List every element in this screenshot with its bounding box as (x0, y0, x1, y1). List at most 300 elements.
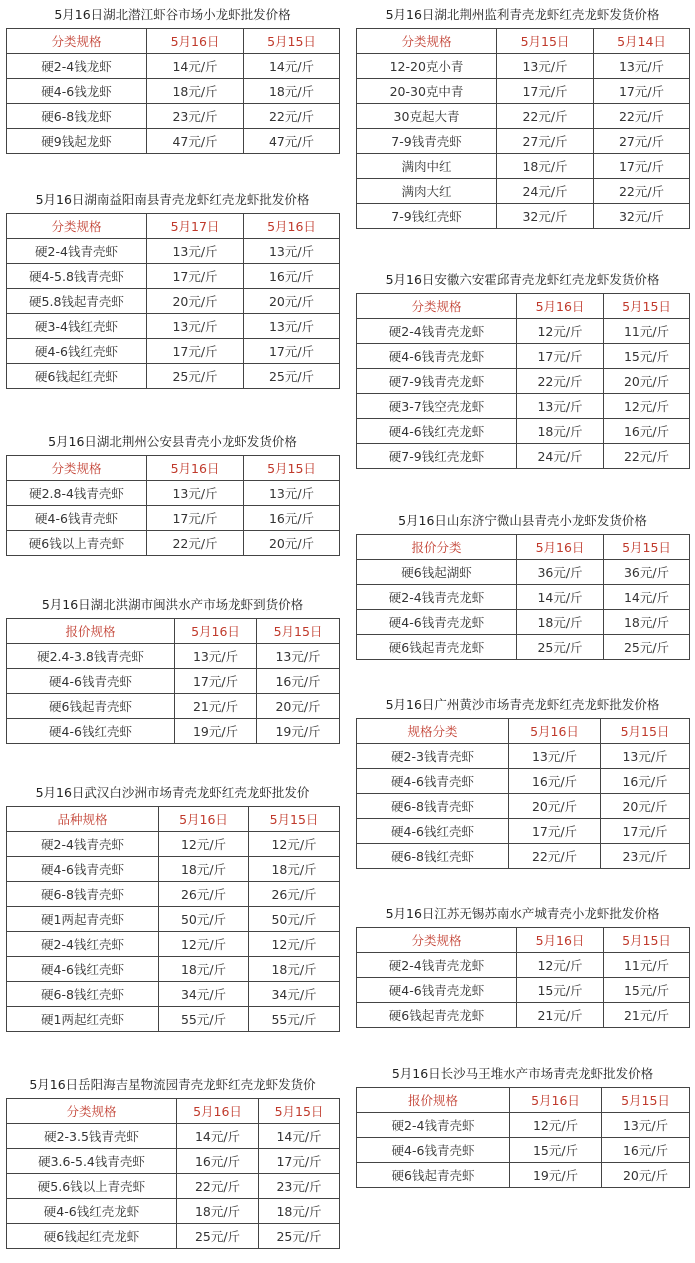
price-cell: 27元/斤 (497, 129, 594, 154)
table-row (7, 1199, 340, 1224)
header-cell: 5月15日 (604, 535, 690, 560)
spec-cell: 硬7-9钱青壳龙虾 (357, 369, 517, 394)
header-cell: 5月16日 (517, 928, 604, 953)
spec-cell: 硬6-8钱青壳虾 (357, 794, 509, 819)
price-cell: 25元/斤 (604, 635, 690, 660)
spec-cell: 硬4-6钱红壳虾 (7, 339, 147, 364)
price-table-block (6, 429, 339, 556)
price-table (6, 618, 340, 744)
price-cell: 18元/斤 (259, 1199, 340, 1224)
spec-cell: 硬2-4钱红壳虾 (7, 932, 159, 957)
price-cell: 25元/斤 (177, 1224, 259, 1249)
price-table (356, 28, 690, 229)
table-header-row (357, 29, 690, 54)
price-cell: 17元/斤 (147, 339, 244, 364)
price-cell: 18元/斤 (177, 1199, 259, 1224)
price-table-block (6, 780, 339, 1032)
price-table-block (6, 1072, 339, 1249)
table-row (7, 364, 340, 389)
table-row (357, 560, 690, 585)
table-row (357, 585, 690, 610)
table-title: 5月16日江苏无锡苏南水产城青壳小龙虾批发价格 (385, 906, 660, 921)
spec-cell: 硬4-6钱青壳虾 (7, 857, 159, 882)
table-header-row (357, 294, 690, 319)
price-table-block (356, 2, 689, 229)
table-row (357, 1138, 690, 1163)
table-title: 5月16日长沙马王堆水产市场青壳龙虾批发价格 (391, 1066, 654, 1081)
table-row (357, 635, 690, 660)
price-cell: 14元/斤 (517, 585, 604, 610)
price-cell: 26元/斤 (249, 882, 340, 907)
price-cell: 22元/斤 (497, 104, 594, 129)
price-cell: 21元/斤 (517, 1003, 604, 1028)
price-cell: 22元/斤 (594, 179, 690, 204)
table-row (7, 339, 340, 364)
header-cell: 5月15日 (259, 1099, 340, 1124)
header-cell: 5月15日 (244, 456, 340, 481)
price-cell: 16元/斤 (601, 769, 690, 794)
spec-cell: 硬3-7钱空壳龙虾 (357, 394, 517, 419)
spec-cell: 硬6钱起青壳龙虾 (357, 1003, 517, 1028)
spec-cell: 硬2-4钱龙虾 (7, 54, 147, 79)
price-cell: 23元/斤 (147, 104, 244, 129)
price-cell: 55元/斤 (249, 1007, 340, 1032)
price-cell: 22元/斤 (509, 844, 601, 869)
price-cell: 20元/斤 (257, 694, 340, 719)
price-cell: 18元/斤 (147, 79, 244, 104)
table-row (7, 669, 340, 694)
spec-cell: 硬4-6钱青壳虾 (7, 506, 147, 531)
spec-cell: 硬2-3钱青壳虾 (357, 744, 509, 769)
price-cell: 14元/斤 (147, 54, 244, 79)
spec-cell: 硬4-6钱青壳虾 (357, 1138, 510, 1163)
price-cell: 25元/斤 (259, 1224, 340, 1249)
spec-cell: 硬4-6钱红壳龙虾 (357, 419, 517, 444)
spec-cell: 20-30克中青 (357, 79, 497, 104)
price-cell: 15元/斤 (517, 978, 604, 1003)
header-cell: 5月15日 (257, 619, 340, 644)
table-row (7, 857, 340, 882)
table-row (7, 1124, 340, 1149)
price-cell: 11元/斤 (604, 319, 690, 344)
table-title: 5月16日湖南益阳南县青壳龙虾红壳龙虾批发价格 (35, 192, 310, 207)
header-cell: 5月15日 (244, 29, 340, 54)
price-cell: 36元/斤 (604, 560, 690, 585)
table-row (7, 907, 340, 932)
price-cell: 24元/斤 (517, 444, 604, 469)
price-cell: 16元/斤 (177, 1149, 259, 1174)
price-cell: 12元/斤 (517, 953, 604, 978)
spec-cell: 硬2-4钱青壳龙虾 (357, 585, 517, 610)
price-cell: 18元/斤 (249, 857, 340, 882)
price-cell: 20元/斤 (147, 289, 244, 314)
table-row (357, 978, 690, 1003)
price-cell: 22元/斤 (604, 444, 690, 469)
header-cell: 品种规格 (7, 807, 159, 832)
price-cell: 18元/斤 (249, 957, 340, 982)
table-row (357, 1113, 690, 1138)
price-cell: 13元/斤 (509, 744, 601, 769)
table-row (357, 204, 690, 229)
price-table (6, 455, 340, 556)
spec-cell: 硬2-3.5钱青壳虾 (7, 1124, 177, 1149)
price-cell: 27元/斤 (594, 129, 690, 154)
table-row (7, 129, 340, 154)
table-row (7, 957, 340, 982)
table-row (7, 932, 340, 957)
price-table (6, 28, 340, 154)
price-table (6, 213, 340, 389)
table-row (7, 644, 340, 669)
table-title: 5月16日湖北洪湖市闽洪水产市场龙虾到货价格 (41, 597, 304, 612)
spec-cell: 硬1两起青壳虾 (7, 907, 159, 932)
table-row (357, 394, 690, 419)
price-cell: 17元/斤 (497, 79, 594, 104)
price-cell: 17元/斤 (147, 264, 244, 289)
price-cell: 14元/斤 (177, 1124, 259, 1149)
table-row (357, 79, 690, 104)
price-cell: 13元/斤 (517, 394, 604, 419)
header-cell: 5月16日 (244, 214, 340, 239)
table-row (357, 769, 690, 794)
price-cell: 12元/斤 (249, 832, 340, 857)
price-cell: 14元/斤 (259, 1124, 340, 1149)
price-cell: 16元/斤 (257, 669, 340, 694)
price-cell: 12元/斤 (159, 832, 249, 857)
price-cell: 16元/斤 (509, 769, 601, 794)
spec-cell: 硬2.8-4钱青壳虾 (7, 481, 147, 506)
table-header-row (357, 719, 690, 744)
price-cell: 24元/斤 (497, 179, 594, 204)
price-cell: 18元/斤 (159, 857, 249, 882)
price-cell: 13元/斤 (244, 239, 340, 264)
table-row (357, 1003, 690, 1028)
spec-cell: 7-9钱红壳虾 (357, 204, 497, 229)
table-row (357, 369, 690, 394)
price-cell: 22元/斤 (594, 104, 690, 129)
header-cell: 5月16日 (509, 719, 601, 744)
price-cell: 13元/斤 (602, 1113, 690, 1138)
table-row (7, 481, 340, 506)
table-row (7, 289, 340, 314)
header-cell: 分类规格 (7, 456, 147, 481)
price-cell: 12元/斤 (517, 319, 604, 344)
spec-cell: 硬3-4钱红壳虾 (7, 314, 147, 339)
table-row (357, 610, 690, 635)
spec-cell: 硬6钱起湖虾 (357, 560, 517, 585)
price-cell: 17元/斤 (594, 154, 690, 179)
spec-cell: 硬4-6钱红壳虾 (7, 719, 175, 744)
price-cell: 18元/斤 (244, 79, 340, 104)
price-cell: 22元/斤 (177, 1174, 259, 1199)
price-cell: 17元/斤 (517, 344, 604, 369)
header-cell: 分类规格 (7, 214, 147, 239)
header-cell: 5月16日 (175, 619, 257, 644)
price-table (356, 293, 690, 469)
header-cell: 分类规格 (7, 1099, 177, 1124)
header-cell: 5月16日 (517, 535, 604, 560)
table-row (357, 819, 690, 844)
table-row (357, 953, 690, 978)
header-cell: 5月14日 (594, 29, 690, 54)
price-cell: 19元/斤 (257, 719, 340, 744)
table-header-row (7, 619, 340, 644)
price-table-block (356, 692, 689, 869)
price-cell: 21元/斤 (604, 1003, 690, 1028)
price-cell: 15元/斤 (510, 1138, 602, 1163)
price-cell: 20元/斤 (244, 531, 340, 556)
price-cell: 21元/斤 (175, 694, 257, 719)
table-title: 5月16日湖北荆州监利青壳龙虾红壳龙虾发货价格 (385, 7, 660, 22)
table-row (357, 444, 690, 469)
price-cell: 17元/斤 (244, 339, 340, 364)
price-cell: 25元/斤 (244, 364, 340, 389)
price-cell: 50元/斤 (159, 907, 249, 932)
price-cell: 20元/斤 (509, 794, 601, 819)
table-header-row (7, 456, 340, 481)
spec-cell: 硬6-8钱龙虾 (7, 104, 147, 129)
header-cell: 5月16日 (147, 29, 244, 54)
price-cell: 13元/斤 (497, 54, 594, 79)
price-table (356, 718, 690, 869)
price-cell: 18元/斤 (159, 957, 249, 982)
header-cell: 规格分类 (357, 719, 509, 744)
table-row (7, 832, 340, 857)
price-cell: 25元/斤 (517, 635, 604, 660)
table-row (357, 54, 690, 79)
price-cell: 19元/斤 (510, 1163, 602, 1188)
price-table-block (6, 187, 339, 389)
price-cell: 17元/斤 (509, 819, 601, 844)
price-cell: 13元/斤 (601, 744, 690, 769)
spec-cell: 硬2-4钱青壳虾 (7, 239, 147, 264)
table-header-row (7, 807, 340, 832)
price-table (356, 927, 690, 1028)
table-header-row (357, 928, 690, 953)
price-table (356, 1087, 690, 1188)
price-cell: 18元/斤 (517, 419, 604, 444)
price-cell: 13元/斤 (257, 644, 340, 669)
header-cell: 5月15日 (497, 29, 594, 54)
price-cell: 13元/斤 (244, 314, 340, 339)
table-title: 5月16日广州黄沙市场青壳龙虾红壳龙虾批发价格 (385, 697, 660, 712)
price-cell: 23元/斤 (259, 1174, 340, 1199)
price-cell: 18元/斤 (497, 154, 594, 179)
header-cell: 5月15日 (601, 719, 690, 744)
header-cell: 5月17日 (147, 214, 244, 239)
spec-cell: 硬4-5.8钱青壳虾 (7, 264, 147, 289)
table-row (357, 319, 690, 344)
price-cell: 16元/斤 (602, 1138, 690, 1163)
price-cell: 23元/斤 (601, 844, 690, 869)
table-row (7, 882, 340, 907)
price-cell: 17元/斤 (175, 669, 257, 694)
spec-cell: 硬4-6钱青壳虾 (7, 669, 175, 694)
table-row (7, 694, 340, 719)
price-cell: 17元/斤 (594, 79, 690, 104)
spec-cell: 硬6-8钱红壳虾 (7, 982, 159, 1007)
spec-cell: 硬6钱起红壳虾 (7, 364, 147, 389)
spec-cell: 12-20克小青 (357, 54, 497, 79)
header-cell: 5月16日 (159, 807, 249, 832)
spec-cell: 硬6钱起青壳虾 (7, 694, 175, 719)
price-cell: 19元/斤 (175, 719, 257, 744)
spec-cell: 30克起大青 (357, 104, 497, 129)
table-header-row (7, 1099, 340, 1124)
price-cell: 12元/斤 (159, 932, 249, 957)
spec-cell: 硬4-6钱青壳虾 (357, 769, 509, 794)
price-cell: 20元/斤 (601, 794, 690, 819)
table-row (357, 179, 690, 204)
price-cell: 47元/斤 (147, 129, 244, 154)
spec-cell: 硬4-6钱青壳龙虾 (357, 610, 517, 635)
table-title: 5月16日山东济宁微山县青壳小龙虾发货价格 (398, 513, 647, 528)
table-row (7, 982, 340, 1007)
table-row (7, 264, 340, 289)
header-cell: 5月15日 (602, 1088, 690, 1113)
table-row (7, 239, 340, 264)
price-cell: 13元/斤 (175, 644, 257, 669)
price-cell: 26元/斤 (159, 882, 249, 907)
price-cell: 20元/斤 (604, 369, 690, 394)
price-cell: 25元/斤 (147, 364, 244, 389)
header-cell: 5月16日 (510, 1088, 602, 1113)
price-cell: 17元/斤 (601, 819, 690, 844)
header-cell: 5月15日 (604, 928, 690, 953)
table-row (7, 1007, 340, 1032)
table-row (357, 419, 690, 444)
table-row (7, 1224, 340, 1249)
spec-cell: 硬6钱起青壳虾 (357, 1163, 510, 1188)
price-table (356, 534, 690, 660)
spec-cell: 满肉中红 (357, 154, 497, 179)
table-title: 5月16日安徽六安霍邱青壳龙虾红壳龙虾发货价格 (385, 272, 660, 287)
spec-cell: 硬4-6钱青壳龙虾 (357, 344, 517, 369)
price-cell: 32元/斤 (594, 204, 690, 229)
header-cell: 5月15日 (604, 294, 690, 319)
header-cell: 分类规格 (7, 29, 147, 54)
spec-cell: 硬7-9钱红壳龙虾 (357, 444, 517, 469)
price-table-block (6, 592, 339, 744)
spec-cell: 硬2.4-3.8钱青壳虾 (7, 644, 175, 669)
table-row (357, 1163, 690, 1188)
price-cell: 20元/斤 (602, 1163, 690, 1188)
spec-cell: 硬2-4钱青壳虾 (357, 1113, 510, 1138)
spec-cell: 硬9钱起龙虾 (7, 129, 147, 154)
table-row (357, 104, 690, 129)
table-title: 5月16日武汉白沙洲市场青壳龙虾红壳龙虾批发价 (35, 785, 310, 800)
price-cell: 22元/斤 (147, 531, 244, 556)
table-row (7, 506, 340, 531)
price-cell: 15元/斤 (604, 344, 690, 369)
price-cell: 34元/斤 (159, 982, 249, 1007)
table-header-row (357, 535, 690, 560)
price-cell: 55元/斤 (159, 1007, 249, 1032)
table-title: 5月16日湖北荆州公安县青壳小龙虾发货价格 (48, 434, 297, 449)
price-cell: 32元/斤 (497, 204, 594, 229)
table-row (357, 844, 690, 869)
price-cell: 16元/斤 (244, 506, 340, 531)
price-cell: 18元/斤 (517, 610, 604, 635)
spec-cell: 硬4-6钱红壳虾 (7, 957, 159, 982)
spec-cell: 硬6钱以上青壳虾 (7, 531, 147, 556)
table-row (357, 744, 690, 769)
price-table (6, 806, 340, 1032)
price-cell: 18元/斤 (604, 610, 690, 635)
price-cell: 20元/斤 (244, 289, 340, 314)
price-cell: 12元/斤 (249, 932, 340, 957)
price-cell: 13元/斤 (147, 239, 244, 264)
spec-cell: 硬2-4钱青壳龙虾 (357, 319, 517, 344)
header-cell: 报价规格 (7, 619, 175, 644)
spec-cell: 硬5.6钱以上青壳虾 (7, 1174, 177, 1199)
spec-cell: 硬2-4钱青壳龙虾 (357, 953, 517, 978)
header-cell: 5月16日 (177, 1099, 259, 1124)
table-header-row (357, 1088, 690, 1113)
spec-cell: 硬4-6钱龙虾 (7, 79, 147, 104)
table-row (7, 1174, 340, 1199)
header-cell: 5月16日 (147, 456, 244, 481)
spec-cell: 7-9钱青壳虾 (357, 129, 497, 154)
spec-cell: 硬3.6-5.4钱青壳虾 (7, 1149, 177, 1174)
spec-cell: 硬5.8钱起青壳虾 (7, 289, 147, 314)
spec-cell: 硬1两起红壳虾 (7, 1007, 159, 1032)
table-row (7, 1149, 340, 1174)
table-header-row (7, 29, 340, 54)
header-cell: 分类规格 (357, 294, 517, 319)
price-cell: 36元/斤 (517, 560, 604, 585)
spec-cell: 硬6钱起红壳龙虾 (7, 1224, 177, 1249)
table-row (7, 314, 340, 339)
price-table-block (6, 2, 339, 154)
header-cell: 5月15日 (249, 807, 340, 832)
spec-cell: 硬4-6钱红壳龙虾 (7, 1199, 177, 1224)
price-table-block (356, 901, 689, 1028)
table-title: 5月16日湖北潜江虾谷市场小龙虾批发价格 (54, 7, 291, 22)
spec-cell: 硬6钱起青壳龙虾 (357, 635, 517, 660)
spec-cell: 硬4-6钱青壳龙虾 (357, 978, 517, 1003)
price-table-block (356, 508, 689, 660)
spec-cell: 硬2-4钱青壳虾 (7, 832, 159, 857)
price-cell: 13元/斤 (594, 54, 690, 79)
price-cell: 13元/斤 (147, 481, 244, 506)
table-header-row (7, 214, 340, 239)
table-row (357, 154, 690, 179)
spec-cell: 硬6-8钱红壳虾 (357, 844, 509, 869)
price-cell: 11元/斤 (604, 953, 690, 978)
price-cell: 17元/斤 (147, 506, 244, 531)
price-cell: 47元/斤 (244, 129, 340, 154)
table-row (7, 104, 340, 129)
header-cell: 报价分类 (357, 535, 517, 560)
table-row (7, 719, 340, 744)
spec-cell: 满肉大红 (357, 179, 497, 204)
price-cell: 15元/斤 (604, 978, 690, 1003)
table-row (357, 794, 690, 819)
price-cell: 14元/斤 (244, 54, 340, 79)
price-cell: 16元/斤 (244, 264, 340, 289)
price-cell: 12元/斤 (604, 394, 690, 419)
price-cell: 16元/斤 (604, 419, 690, 444)
header-cell: 分类规格 (357, 928, 517, 953)
price-table (6, 1098, 340, 1249)
price-cell: 17元/斤 (259, 1149, 340, 1174)
spec-cell: 硬4-6钱红壳虾 (357, 819, 509, 844)
price-cell: 22元/斤 (244, 104, 340, 129)
price-cell: 50元/斤 (249, 907, 340, 932)
price-table-block (356, 267, 689, 469)
table-row (7, 54, 340, 79)
